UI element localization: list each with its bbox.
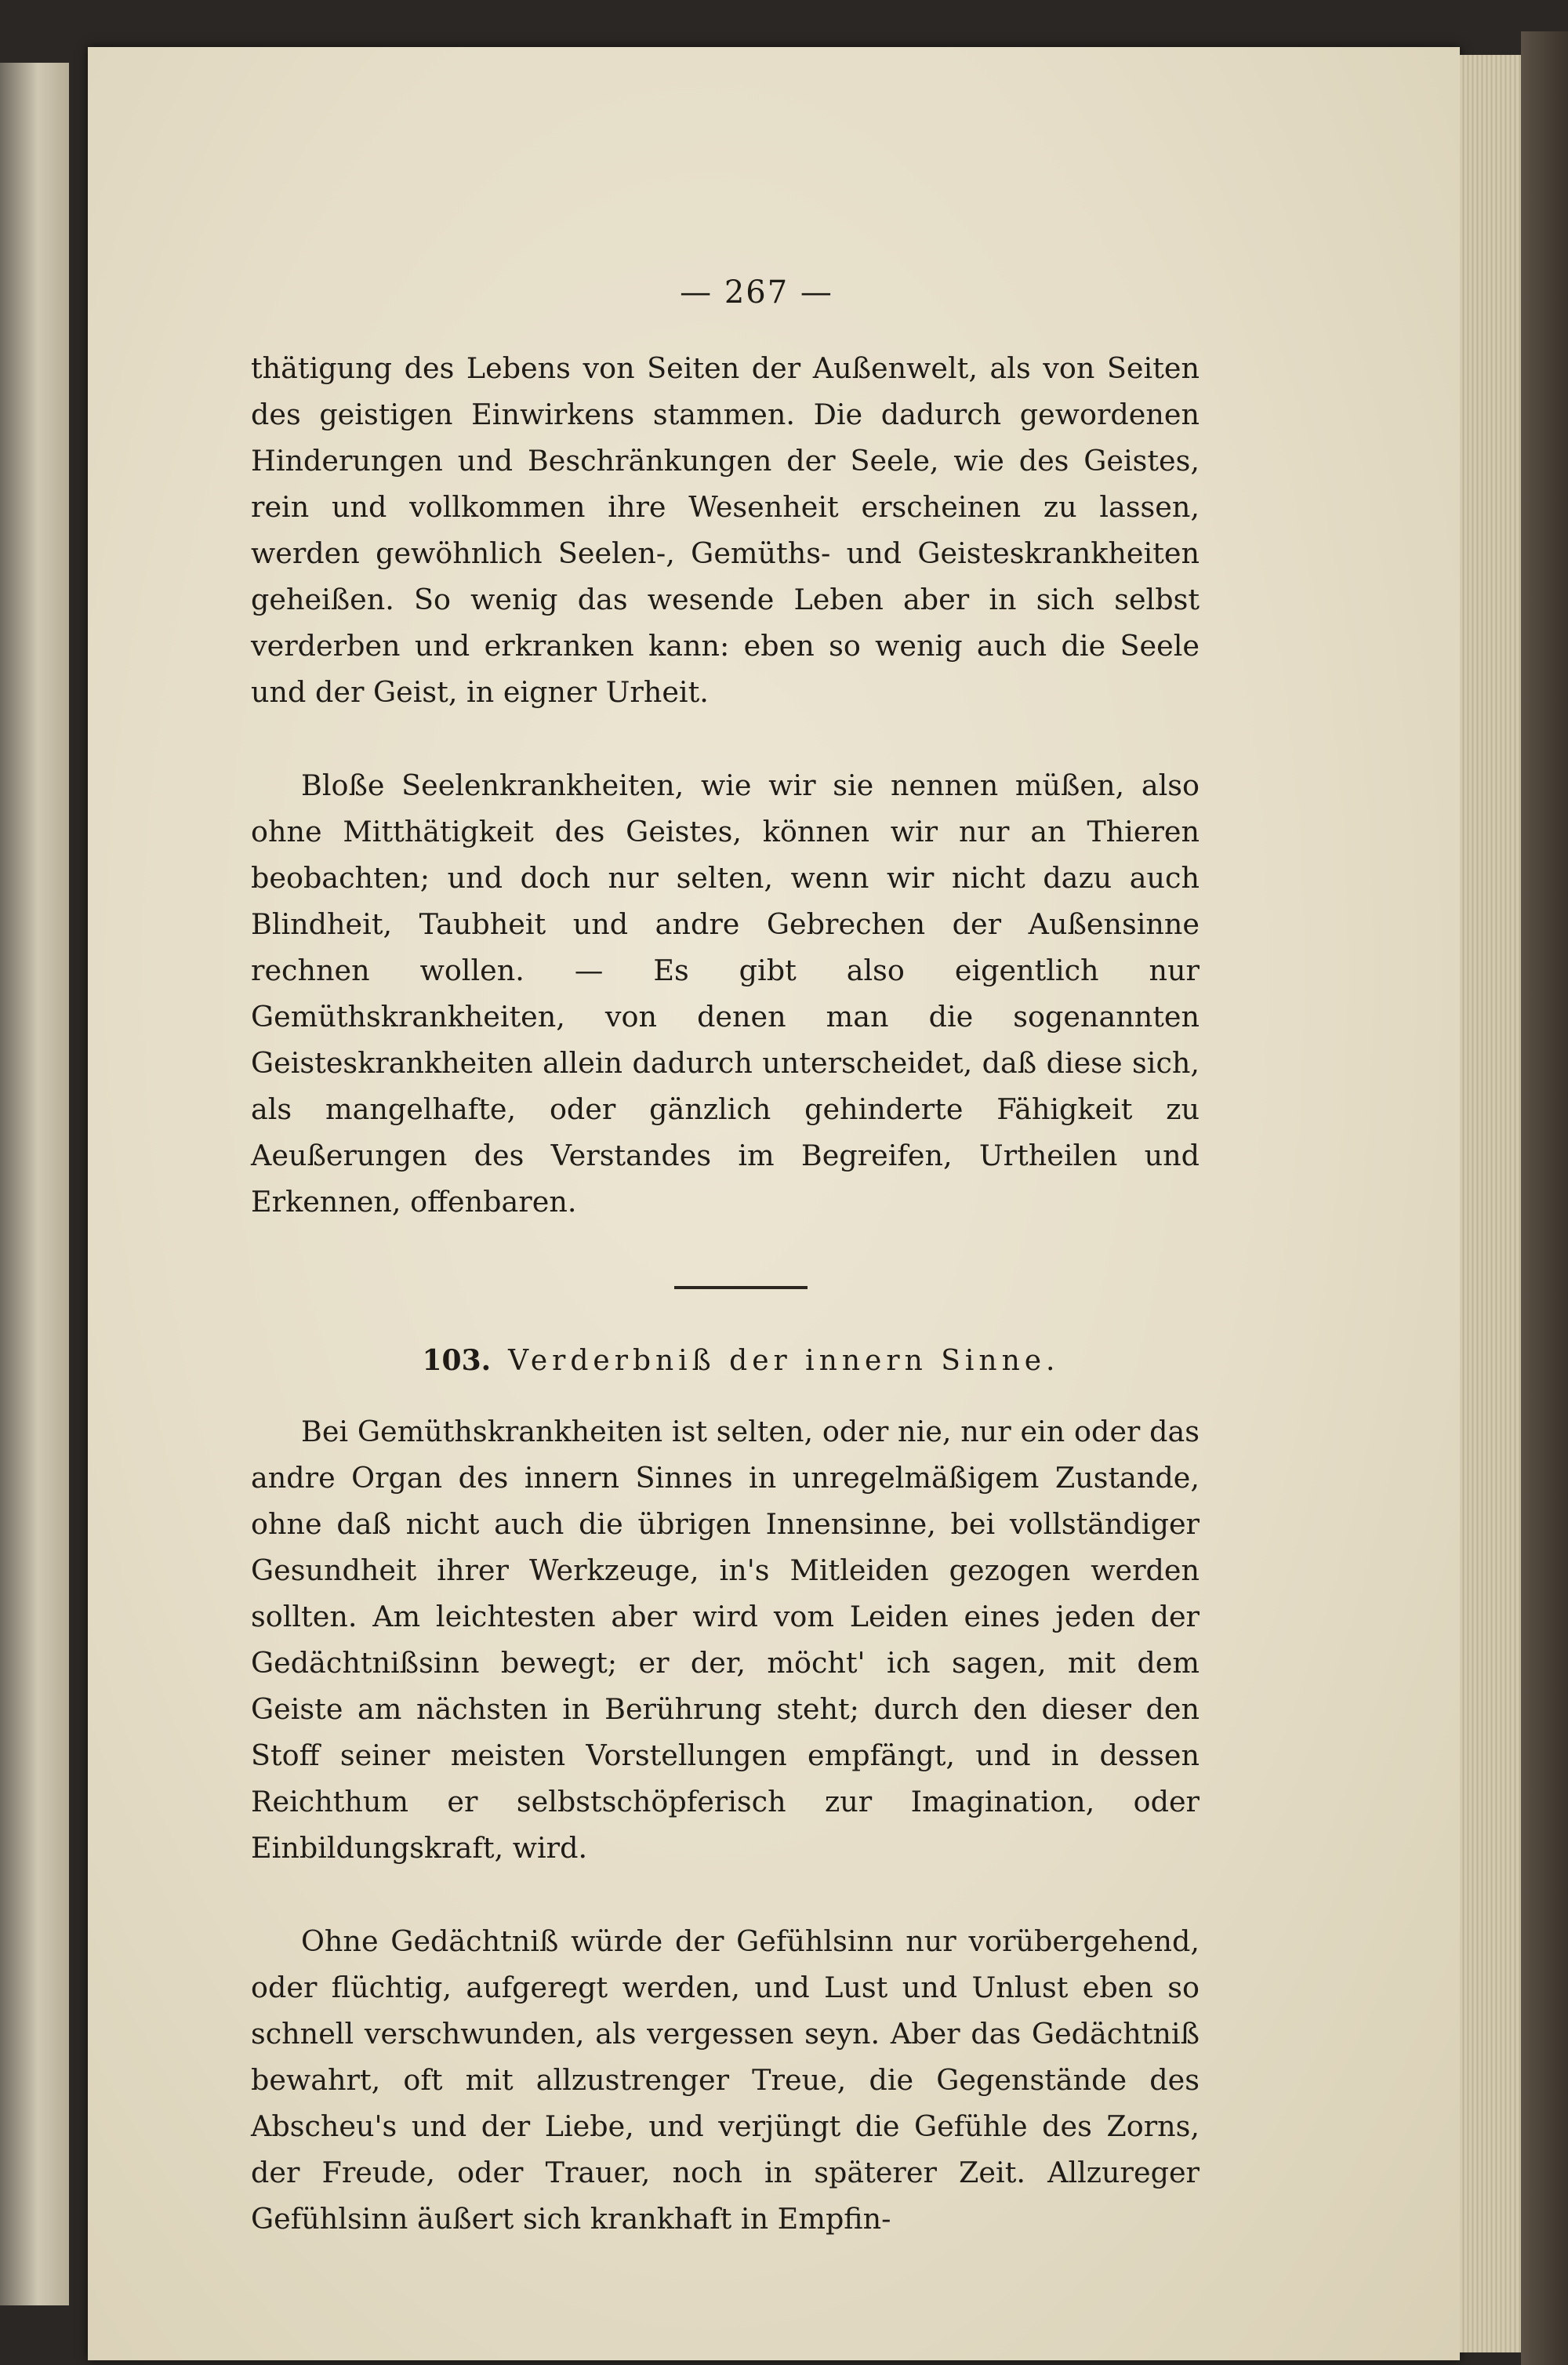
paragraph-gap [251, 715, 1200, 762]
paragraph-4: Ohne Gedächtniß würde der Gefühlsinn nur vorübergehend, oder flüchtig, aufgeregt werden, und Lust und Unlust eben so schnell verschwunden, als vergessen seyn. Aber das Gedächtniß bewahrt, oft mit allzustrenger Treue, die Gegenstände des Abscheu's und der Liebe, und verjüngt die Gefühle des Zorns, der Freude, oder Trauer, noch in späterer Zeit. Allzureger Gefühlsinn äußert sich krankhaft in Empfin- [251, 1924, 1200, 2236]
section-divider [674, 1286, 808, 1289]
paragraph-3: Bei Gemüthskrankheiten ist selten, oder nie, nur ein oder das andre Organ des innern Sinnes in unregelmäßigem Zustande, ohne daß nicht auch die übrigen Innensinne, bei vollständiger Gesundheit ihrer Werkzeuge, in's Mitleiden gezogen werden sollten. Am leichtesten aber wird vom Leiden eines jeden der Gedächtnißsinn bewegt; er der, möcht' ich sagen, mit dem Geiste am nächsten in Berührung steht; durch den dieser den Stoff seiner meisten Vorstellungen empfängt, und in dessen Reichthum er selbstschöpferisch zur Imagination, oder Einbildungskraft, wird. [251, 1415, 1200, 1865]
paragraph-gap [251, 1871, 1200, 1918]
page-content [251, 274, 1200, 2242]
section-number: 103. [422, 1344, 492, 1377]
previous-page-edge [0, 63, 69, 2305]
book-cover-edge [1521, 31, 1568, 2365]
section-heading [251, 1344, 1200, 1377]
paragraph-1: thätigung des Lebens von Seiten der Außenwelt, als von Seiten des geistigen Einwirkens stammen. Die dadurch gewordenen Hinderungen und Beschränkungen der Seele, wie des Geistes, rein und vollkommen ihre Wesenheit erscheinen zu lassen, werden gewöhnlich Seelen-, Gemüths- und Geisteskrankheiten geheißen. So wenig das wesende Leben aber in sich selbst verderben und erkranken kann: eben so wenig auch die Seele und der Geist, in eigner Urheit. [251, 351, 1200, 709]
section-title: Verderbniß der innern Sinne. [508, 1345, 1060, 1377]
page-stack-edge [1460, 55, 1521, 2352]
paragraph-2: Bloße Seelenkrankheiten, wie wir sie nennen müßen, also ohne Mitthätigkeit des Geistes, können wir nur an Thieren beobachten; und doch nur selten, wenn wir nicht dazu auch Blindheit, Taubheit und andre Gebrechen der Außensinne rechnen wollen. — Es gibt also eigentlich nur Gemüthskrankheiten, von denen man die sogenannten Geisteskrankheiten allein dadurch unterscheidet, daß diese sich, als mangelhafte, oder gänzlich gehinderte Fähigkeit zu Aeußerungen des Verstandes im Begreifen, Urtheilen und Erkennen, offenbaren. [251, 768, 1200, 1219]
page-number: — 267 — [680, 274, 833, 311]
